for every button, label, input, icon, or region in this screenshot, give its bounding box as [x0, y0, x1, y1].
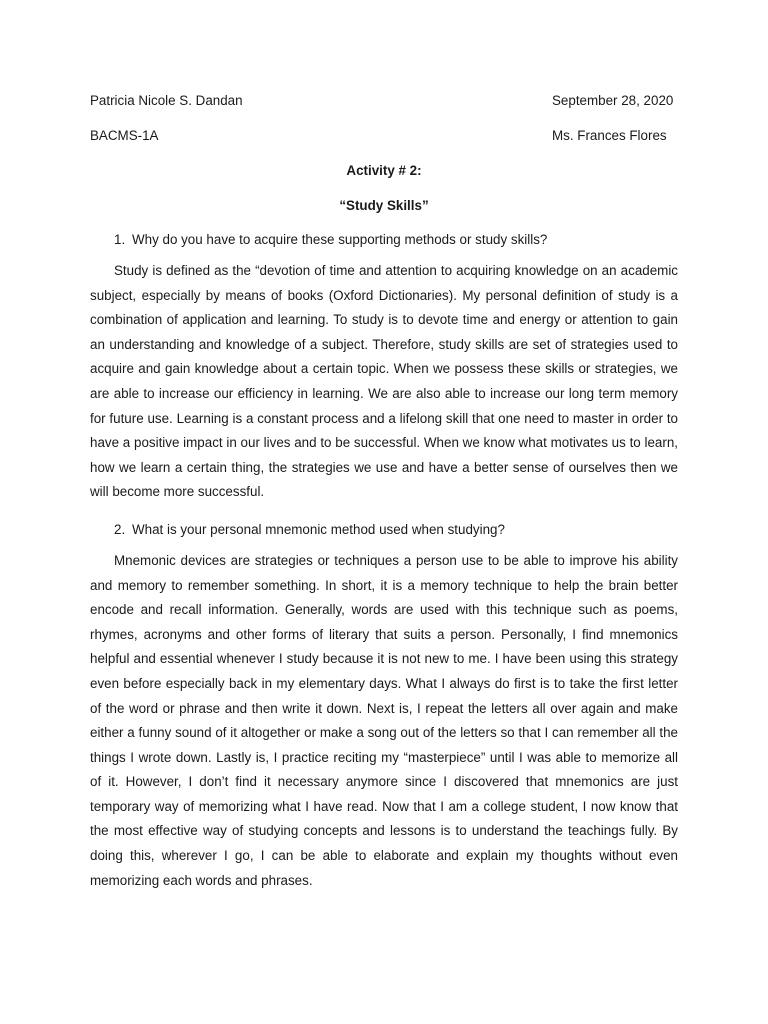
- answer-2-paragraph: Mnemonic devices are strategies or techniques a person use to be able to improve his ability and memory to remember something. In short, it is a memory technique to help the brain better encode and recall information. Generally, words are used with this technique such as poems, rhymes, acronyms and other forms of literary that suits a person. Personally, I find mnemonics helpful and essential whenever I study because it is not new to me. I have been using this strategy even before especially back in my elementary days. What I always do first is to take the first letter of the word or phrase and then write it down. Next is, I repeat the letters all over again and make either a funny sound of it altogether or make a song out of the letters so that I can remember all the things I wrote down. Lastly is, I practice reciting my “masterpiece” until I was able to memorize all of it. However, I don’t find it necessary anymore since I discovered that mnemonics are just temporary way of memorizing what I have read. Now that I am a college student, I now know that the most effective way of studying concepts and lessons is to understand the teachings fully. By doing this, wherever I go, I can be able to elaborate and explain my thoughts without even memorizing each words and phrases.: [90, 552, 678, 888]
- question-2: [114, 521, 678, 539]
- question-number: 1.: [114, 232, 126, 247]
- question-text: What is your personal mnemonic method used when studying?: [132, 521, 505, 537]
- question-number: 2.: [114, 521, 126, 537]
- instructor-name: Ms. Frances Flores: [552, 128, 667, 143]
- question-1: [114, 231, 678, 249]
- document-page: [90, 92, 678, 893]
- student-name: Patricia Nicole S. Dandan: [90, 93, 243, 108]
- activity-title: Activity # 2:: [346, 163, 422, 178]
- class-section: BACMS-1A: [90, 128, 159, 143]
- topic-title: “Study Skills”: [339, 198, 429, 213]
- answer-1-paragraph: Study is defined as the “devotion of time and attention to acquiring knowledge on an academic subject, especially by means of books (Oxford Dictionaries). My personal definition of study is a combination of application and learning. To study is to devote time and energy or attention to gain an understanding and knowledge of a subject. Therefore, study skills are set of strategies used to acquire and gain knowledge about a certain topic. When we possess these skills or strategies, we are able to increase our efficiency in learning. We are also able to increase our long term memory for future use. Learning is a constant process and a lifelong skill that one need to master in order to have a positive impact in our lives and to be successful. When we know what motivates us to learn, how we learn a certain thing, the strategies we use and have a better sense of ourselves then we will become more successful.: [90, 263, 678, 500]
- question-text: Why do you have to acquire these supporting methods or study skills?: [132, 232, 548, 247]
- header-row-2: [90, 127, 678, 145]
- header-row-1: [90, 92, 678, 110]
- submission-date: September 28, 2020: [552, 93, 674, 108]
